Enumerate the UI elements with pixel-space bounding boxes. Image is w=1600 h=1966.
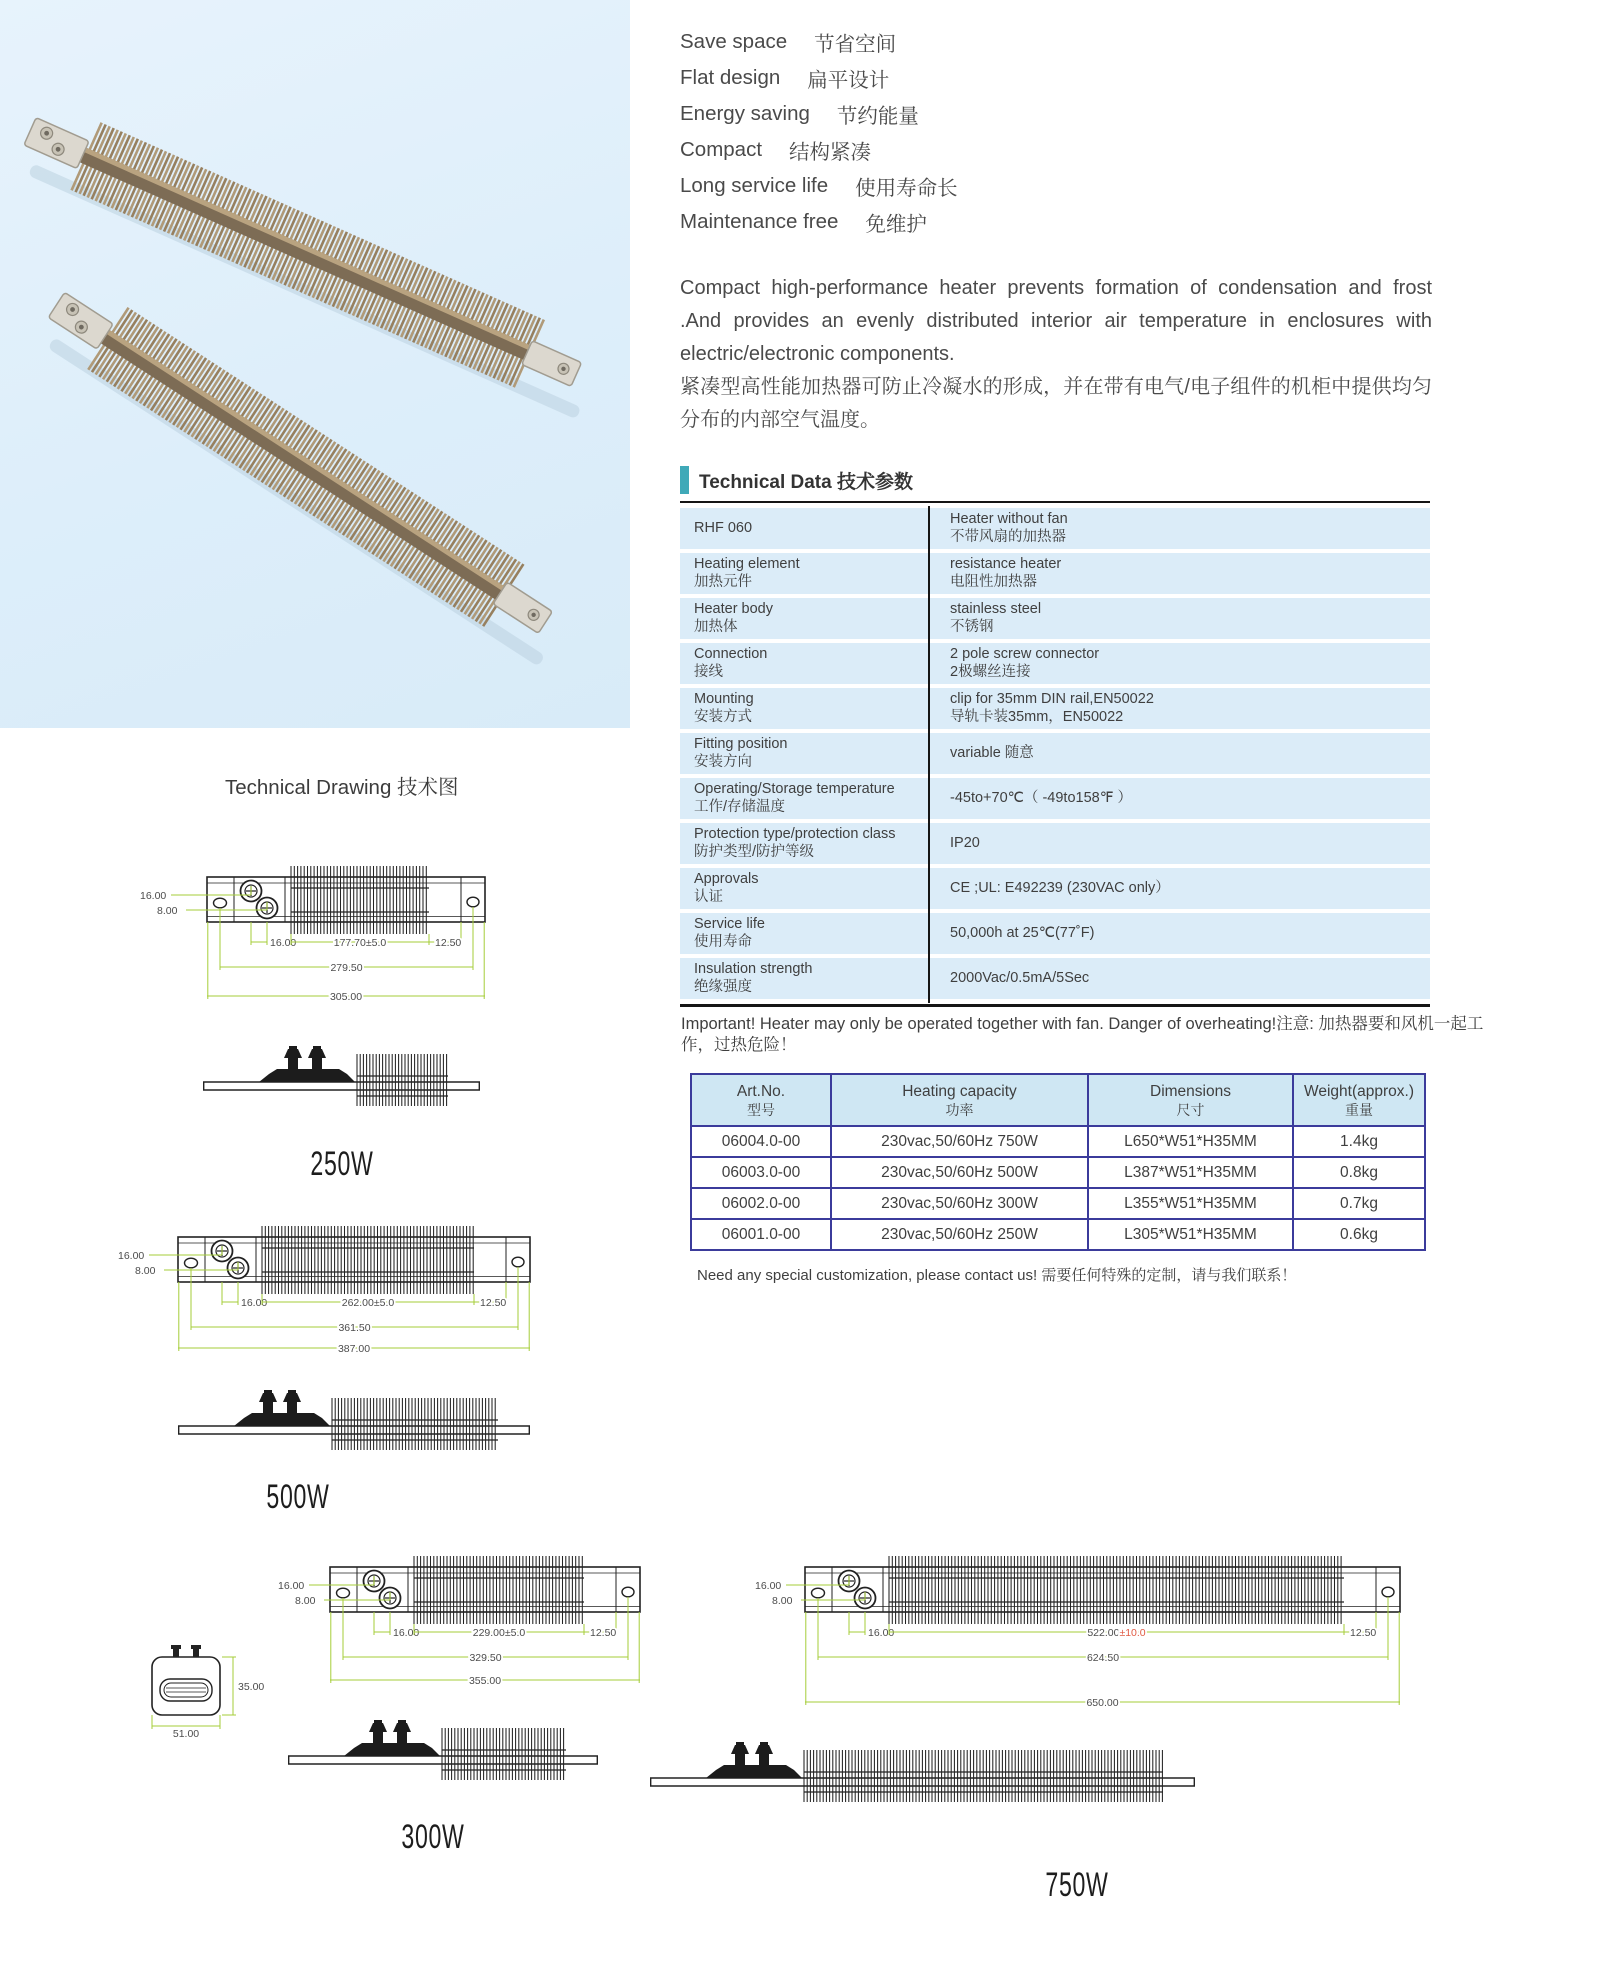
tech-data-line: Operating/Storage temperature <box>694 781 895 797</box>
tech-data-line: 导轨卡装35mm，EN50022 <box>950 708 1124 725</box>
finned-heater-photo <box>0 0 630 728</box>
svg-text:12.50: 12.50 <box>590 1627 617 1639</box>
order-table-cell: L650*W51*H35MM <box>1088 1126 1293 1157</box>
tech-data-row <box>680 553 1430 594</box>
svg-text:177.70±5.0: 177.70±5.0 <box>333 937 387 949</box>
technical-data-title: Technical Data 技术参数 <box>699 471 913 493</box>
feature-en: Energy saving <box>680 102 810 125</box>
feature-item <box>680 60 958 96</box>
order-table-cell: 0.7kg <box>1293 1188 1425 1219</box>
tech-data-line: IP20 <box>950 834 980 851</box>
tech-data-line: 加热元件 <box>694 573 752 590</box>
order-table-header <box>831 1074 1088 1126</box>
order-table-header <box>1293 1074 1425 1126</box>
tech-data-line: 认证 <box>694 888 723 905</box>
feature-zh: 节约能量 <box>836 105 919 128</box>
feature-en: Save space <box>680 30 788 53</box>
tech-data-row <box>680 688 1430 729</box>
order-table-cell: 230vac,50/60Hz 500W <box>831 1157 1088 1188</box>
order-header-zh: 尺寸 <box>1176 1101 1205 1118</box>
tech-data-line: 不带风扇的加热器 <box>950 528 1066 545</box>
feature-item <box>680 204 958 240</box>
order-table-cell: L387*W51*H35MM <box>1088 1157 1293 1188</box>
tech-data-line: Connection <box>694 646 768 662</box>
tech-data-row <box>680 508 1430 549</box>
feature-item <box>680 168 958 204</box>
order-header-zh: 功率 <box>945 1101 974 1118</box>
order-table-row <box>691 1188 1425 1219</box>
svg-text:35.00: 35.00 <box>238 1681 265 1693</box>
tech-data-row <box>680 823 1430 864</box>
tech-data-value <box>928 868 1430 909</box>
order-table-row <box>691 1219 1425 1250</box>
tech-data-line: Protection type/protection class <box>694 826 896 842</box>
tech-data-value <box>928 643 1430 684</box>
svg-text:355.00: 355.00 <box>468 1675 502 1687</box>
label-250w: 250W <box>310 1145 374 1183</box>
svg-text:16.00: 16.00 <box>118 1250 145 1262</box>
tech-data-line: stainless steel <box>950 601 1042 617</box>
tech-data-line: 2 pole screw connector <box>950 646 1100 662</box>
feature-zh: 节省空间 <box>814 33 897 56</box>
tech-data-row <box>680 733 1430 774</box>
svg-text:387.00: 387.00 <box>337 1343 371 1355</box>
svg-text:16.00: 16.00 <box>140 890 167 902</box>
svg-text:650.00: 650.00 <box>1086 1697 1119 1709</box>
tech-data-row <box>680 913 1430 954</box>
svg-text:16.00: 16.00 <box>241 1297 268 1309</box>
svg-text:16.00: 16.00 <box>868 1627 895 1639</box>
label-750w: 750W <box>1045 1866 1109 1904</box>
tech-data-line: 2000Vac/0.5mA/5Sec <box>950 969 1090 986</box>
order-header-en: Heating capacity <box>902 1082 1017 1100</box>
svg-text:522.00±10.0: 522.00±10.0 <box>1087 1627 1146 1639</box>
tech-data-line: Heater without fan <box>950 511 1068 527</box>
svg-text:229.00±5.0: 229.00±5.0 <box>472 1627 526 1639</box>
customization-note: Need any special customization, please contact us! 需要任何特殊的定制，请与我们联系！ <box>697 1267 1297 1284</box>
technical-data-header <box>680 466 913 494</box>
tech-data-line: 防护类型/防护等级 <box>694 843 815 860</box>
order-table-cell: L355*W51*H35MM <box>1088 1188 1293 1219</box>
tech-data-line: clip for 35mm DIN rail,EN50022 <box>950 691 1154 707</box>
important-note: Important! Heater may only be operated together with fan. Danger of overheating!注意: 加热器要和风机一起工作，过热危险！ <box>681 1015 1484 1054</box>
svg-text:16.00: 16.00 <box>755 1580 782 1592</box>
order-header-zh: 型号 <box>747 1101 775 1118</box>
tech-data-label <box>680 958 928 999</box>
feature-en: Flat design <box>680 66 781 89</box>
tech-data-line: CE ;UL: E492239 (230VAC only） <box>950 879 1170 896</box>
svg-text:8.00: 8.00 <box>295 1595 316 1607</box>
tech-data-label <box>680 913 928 954</box>
feature-en: Maintenance free <box>680 210 839 233</box>
tech-data-label <box>680 508 928 549</box>
drawing-side-view-300w <box>288 1720 598 1786</box>
feature-zh: 结构紧凑 <box>789 141 872 164</box>
svg-text:8.00: 8.00 <box>157 905 178 917</box>
svg-text:16.00: 16.00 <box>393 1627 420 1639</box>
technical-data-table-bottom-rule <box>680 1004 1430 1007</box>
tech-data-value <box>928 688 1430 729</box>
feature-item <box>680 96 958 132</box>
svg-text:12.50: 12.50 <box>435 937 462 949</box>
svg-text:16.00: 16.00 <box>278 1580 305 1592</box>
feature-item <box>680 132 958 168</box>
order-table-row <box>691 1157 1425 1188</box>
intro-en: Compact high-performance heater prevents formation of condensation and frost .And provides an evenly distributed interior air temperature in enclosures with electric/electronic components. <box>680 277 1432 365</box>
tech-data-label <box>680 823 928 864</box>
order-table-cell: 06003.0-00 <box>691 1157 831 1188</box>
technical-data-underline <box>680 501 1430 503</box>
order-table-cell: 230vac,50/60Hz 750W <box>831 1126 1088 1157</box>
tech-data-label <box>680 643 928 684</box>
tech-data-value <box>928 913 1430 954</box>
svg-text:8.00: 8.00 <box>135 1265 156 1277</box>
order-table-cell: 06002.0-00 <box>691 1188 831 1219</box>
tech-data-label <box>680 733 928 774</box>
drawing-side-view-250w <box>203 1046 480 1112</box>
tech-data-line: Service life <box>694 916 765 932</box>
feature-item <box>680 24 958 60</box>
svg-text:329.50: 329.50 <box>469 1652 502 1664</box>
tech-data-line: Fitting position <box>694 736 788 752</box>
svg-text:262.00±5.0: 262.00±5.0 <box>341 1297 395 1309</box>
label-500w: 500W <box>266 1478 330 1516</box>
tech-data-line: Heating element <box>694 556 800 572</box>
feature-en: Long service life <box>680 174 829 197</box>
drawing-side-view-750w <box>650 1742 1195 1808</box>
order-header-zh: 重量 <box>1345 1101 1373 1118</box>
tech-data-row <box>680 778 1430 819</box>
tech-data-line: RHF 060 <box>694 519 753 536</box>
tech-data-line: 加热体 <box>694 618 738 635</box>
order-table-cell: 1.4kg <box>1293 1126 1425 1157</box>
tech-data-label <box>680 778 928 819</box>
tech-data-line: variable 随意 <box>950 744 1034 761</box>
tech-data-line: Mounting <box>694 691 754 707</box>
svg-text:12.50: 12.50 <box>1350 1627 1377 1639</box>
tech-data-value <box>928 553 1430 594</box>
tech-data-row <box>680 598 1430 639</box>
tech-data-value <box>928 778 1430 819</box>
feature-list <box>680 24 958 240</box>
tech-data-value <box>928 823 1430 864</box>
order-table-header <box>691 1074 831 1126</box>
svg-text:279.50: 279.50 <box>330 962 363 974</box>
order-table-row <box>691 1126 1425 1157</box>
tech-data-line: -45to+70℃（ -49to158℉ ） <box>950 789 1133 806</box>
drawing-top-view-500w <box>118 1210 585 1362</box>
tech-data-line: Heater body <box>694 601 773 617</box>
order-header-en: Art.No. <box>736 1082 786 1100</box>
tech-data-line: 绝缘强度 <box>694 978 752 995</box>
tech-data-label <box>680 868 928 909</box>
order-table-cell: 0.8kg <box>1293 1157 1425 1188</box>
order-table-cell: 06001.0-00 <box>691 1219 831 1250</box>
teal-marker-icon <box>680 466 689 494</box>
svg-text:51.00: 51.00 <box>172 1728 200 1740</box>
tech-data-line: resistance heater <box>950 556 1062 572</box>
tech-data-line: 接线 <box>694 663 723 680</box>
tech-data-line: 50,000h at 25℃(77˚F) <box>950 924 1095 941</box>
order-table-cell: 230vac,50/60Hz 250W <box>831 1219 1088 1250</box>
feature-zh: 使用寿命长 <box>855 177 958 200</box>
tech-data-line: Insulation strength <box>694 961 813 977</box>
intro-paragraphs <box>680 272 1432 437</box>
feature-zh: 扁平设计 <box>807 69 890 92</box>
svg-text:16.00: 16.00 <box>270 937 297 949</box>
tech-data-line: 安装方式 <box>694 708 752 725</box>
product-order-table <box>690 1073 1426 1251</box>
tech-data-line: 不锈钢 <box>950 618 994 635</box>
feature-zh: 免维护 <box>865 213 927 236</box>
order-header-en: Weight(approx.) <box>1304 1082 1414 1100</box>
drawing-top-view-250w <box>140 850 540 1012</box>
svg-text:624.50: 624.50 <box>1086 1652 1120 1664</box>
tech-data-line: 使用寿命 <box>694 933 752 950</box>
tech-data-value <box>928 958 1430 999</box>
tech-data-value <box>928 733 1430 774</box>
order-table-cell: 0.6kg <box>1293 1219 1425 1250</box>
svg-text:361.50: 361.50 <box>338 1322 371 1334</box>
technical-data-table <box>680 508 1430 1003</box>
tech-data-label <box>680 688 928 729</box>
order-table-cell: 06004.0-00 <box>691 1126 831 1157</box>
drawing-top-view-300w <box>278 1540 695 1692</box>
technical-drawing-title: Technical Drawing 技术图 <box>225 776 459 799</box>
tech-data-value <box>928 508 1430 549</box>
svg-text:8.00: 8.00 <box>772 1595 793 1607</box>
label-300w: 300W <box>401 1818 465 1856</box>
order-table-cell: L305*W51*H35MM <box>1088 1219 1293 1250</box>
tech-data-value <box>928 598 1430 639</box>
product-photo <box>0 0 630 728</box>
intro-zh: 紧凑型高性能加热器可防止冷凝水的形成，并在带有电气/电子组件的机柜中提供均匀分布的内部空气温度。 <box>680 376 1432 431</box>
svg-text:12.50: 12.50 <box>480 1297 507 1309</box>
tech-data-line: 电阻性加热器 <box>950 573 1037 590</box>
order-table-cell: 230vac,50/60Hz 300W <box>831 1188 1088 1219</box>
order-header-en: Dimensions <box>1150 1082 1231 1100</box>
drawing-side-view-500w <box>178 1390 530 1456</box>
order-table-header <box>1088 1074 1293 1126</box>
svg-text:305.00: 305.00 <box>329 991 363 1003</box>
tech-data-line: 2极螺丝连接 <box>950 663 1031 680</box>
tech-data-label <box>680 598 928 639</box>
drawing-cross-section <box>138 1645 288 1741</box>
tech-data-line: 工作/存储温度 <box>694 798 786 815</box>
tech-data-line: Approvals <box>694 871 759 887</box>
drawing-top-view-750w <box>755 1540 1455 1714</box>
tech-data-row <box>680 868 1430 909</box>
technical-data-table-divider <box>928 506 930 1003</box>
tech-data-label <box>680 553 928 594</box>
tech-data-line: 安装方向 <box>694 753 752 770</box>
feature-en: Compact <box>680 138 763 161</box>
tech-data-row <box>680 643 1430 684</box>
tech-data-row <box>680 958 1430 999</box>
